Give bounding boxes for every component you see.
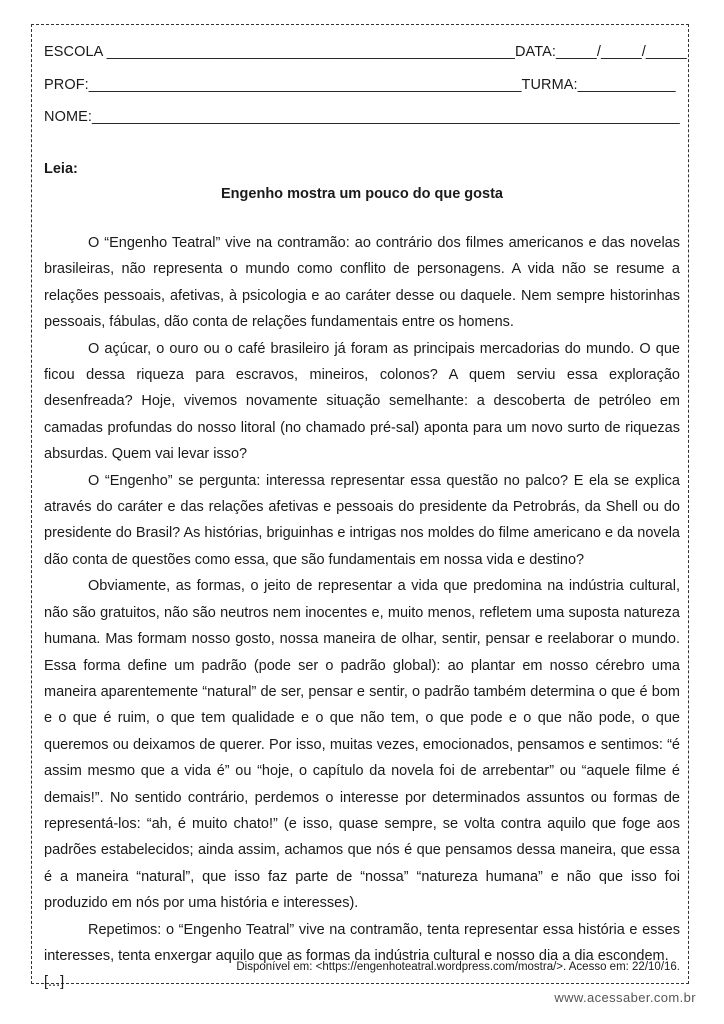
article-paragraph: O “Engenho” se pergunta: interessa representar essa questão no palco? E ela se explica através do caráter e das relações afetivas e pessoais do presidente da Petrobrás, da Shell ou do presidente do Brasil? As histórias, briguinhas e intrigas nos moldes do filme americano e da novela dão conta de questões como essa, que são fundamentais em nossa vida e destino? bbox=[44, 472, 680, 568]
prof-turma-field: PROF:_____________________________________________________TURMA:____________ bbox=[44, 77, 676, 93]
article-paragraph: O “Engenho Teatral” vive na contramão: ao contrário dos filmes americanos e das novelas brasileiras, não representa o mundo como conflito de personagens. A vida não se resume a relações pessoais, afetivas, à psicologia e ao caráter desse ou daquele. Nem sempre historinhas pessoais, fábulas, dão conta de relações fundamentais entre os homens. bbox=[44, 235, 680, 331]
article-body bbox=[44, 230, 680, 996]
nome-field: NOME:________________________________________________________________________ bbox=[44, 109, 680, 125]
footer-website: www.acessaber.com.br bbox=[554, 990, 696, 1005]
article-paragraph: Repetimos: o “Engenho Teatral” vive na contramão, tenta representar essa história e esses interesses, tenta enxergar aquilo que as formas da indústria cultural e nosso dia a dia escondem. bbox=[44, 921, 680, 964]
article-title: Engenho mostra um pouco do que gosta bbox=[221, 186, 503, 202]
article-ellipsis: [...] bbox=[44, 974, 65, 991]
article-paragraph: Obviamente, as formas, o jeito de representar a vida que predomina na indústria cultural, não são gratuitos, não são neutros nem inocentes e, muito menos, refletem uma suposta natureza humana. Mas formam nosso gosto, nossa maneira de olhar, sentir, pensar e reelaborar o mundo. Essa forma define um padrão (pode ser o padrão global): ao plantar em nosso cérebro uma maneira aparentemente “natural” de ser, pensar e sentir, o padrão também determina o que é bom e o que é ruim, o que tem qualidade e o que não tem, o que pode e o que não pode, o que queremos ou deixamos de querer. Por isso, muitas vezes, emocionados, pensamos e sentimos: “é assim mesmo que a vida é” ou “hoje, o capítulo da novela foi de arrebentar” ou “aquele filme é demais!”. No sentido contrário, perdemos o interesse por determinados assuntos ou formas de representá-los: “ah, é muito chato!” (e isso, quase sempre, se volta contra aquilo que foge aos padrões estabelecidos; ainda assim, achamos que nós é que pensamos dessa maneira, que essa é a maneira “natural”, que isso faz parte de “nossa” “natureza humana” e não que isso foi produzido em nós por uma história e interesses). bbox=[44, 578, 680, 912]
instruction-label: Leia: bbox=[44, 161, 78, 177]
source-citation: Disponível em: <https://engenhoteatral.wordpress.com/mostra/>. Acesso em: 22/10/16. bbox=[236, 961, 680, 973]
escola-data-field: ESCOLA __________________________________________________DATA:_____/_____/_____ bbox=[44, 44, 687, 60]
article-paragraph: O açúcar, o ouro ou o café brasileiro já foram as principais mercadorias do mundo. O que ficou dessa riqueza para escravos, mineiros, colonos? A quem serviu essa exploração desenfreada? Hoje, vivemos novamente situação semelhante: a descoberta de petróleo em camadas profundas do nosso litoral (no chamado pré-sal) aponta para um novo surto de riquezas absurdas. Quem vai levar isso? bbox=[44, 340, 680, 463]
